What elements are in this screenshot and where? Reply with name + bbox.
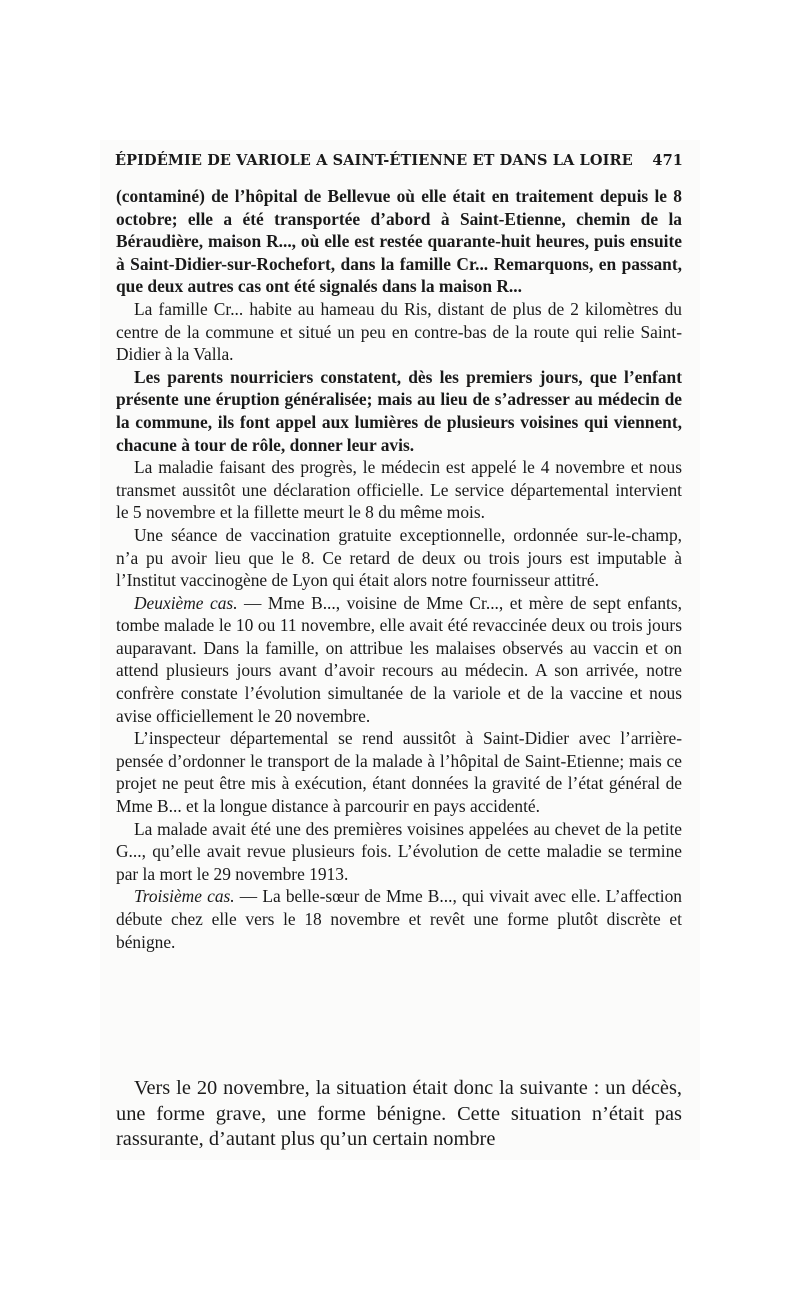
paragraph-5: Une séance de vaccination gratuite exceptionnelle, ordonnée sur-le-champ, n’a pu avoir lieu que le 8. Ce retard de deux ou trois jours est imputable à l’Institut vaccinogène de Lyon qui était alors notre fournisseur attitré.	[116, 524, 682, 591]
paragraph-9	[116, 885, 682, 953]
closing-text	[116, 1076, 682, 1153]
paragraph-8: La malade avait été une des premières voisines appelées au chevet de la petite G..., qu’elle avait revue plusieurs fois. L’évolution de cette maladie se termine par la mort le 29 novembre 1913.	[116, 818, 682, 884]
paragraph-7: L’inspecteur départemental se rend aussitôt à Saint-Didier avec l’arrière-pensée d’ordonner le transport de la malade à l’hôpital de Saint-Etienne; mais ce projet ne peut être mis à exécution, étant données la gravité de l’état général de Mme B... et la longue distance à parcourir en pays accidenté.	[116, 728, 682, 817]
case-label-troisieme: Troisième cas.	[134, 886, 235, 907]
running-title: ÉPIDÉMIE DE VARIOLE A SAINT-ÉTIENNE ET DANS LA LOIRE	[115, 152, 633, 169]
page-number: 471	[652, 152, 683, 169]
running-header	[115, 152, 683, 176]
paragraph-6-text: — Mme B..., voisine de Mme Cr..., et mère de sept enfants, tombe malade le 10 ou 11 novembre, elle avait été revaccinée deux ou trois jours auparavant. Dans la famille, on attribue les malaises observés au vaccin et on attend plusieurs jours avant d’avoir recours au médecin. A son arrivée, notre confrère constate l’évolution simultanée de la variole et de la vaccine et nous avise officiellement le 20 novembre.	[116, 592, 682, 726]
paragraph-1: (contaminé) de l’hôpital de Bellevue où elle était en traitement depuis le 8 octobre; elle a été transportée d’abord à Saint-Etienne, chemin de la Béraudière, maison R..., où elle est restée quarante-huit heures, puis ensuite à Saint-Didier-sur-Rochefort, dans la famille Cr... Remarquons, en passant, que deux autres cas ont été signalés dans la maison R...	[116, 186, 682, 297]
paragraph-6	[116, 592, 682, 728]
paragraph-9-text: — La belle-sœur de Mme B..., qui vivait avec elle. L’affection débute chez elle vers le 18 novembre et revêt une forme plutôt discrète et bénigne.	[116, 886, 682, 952]
case-label-deuxieme: Deuxième cas.	[134, 592, 238, 613]
paragraph-10: Vers le 20 novembre, la situation était donc la suivante : un décès, une forme grave, une forme bénigne. Cette situation n’était pas rassurante, d’autant plus qu’un certain nombre	[116, 1077, 682, 1150]
paragraph-3: Les parents nourriciers constatent, dès les premiers jours, que l’enfant présente une éruption généralisée; mais au lieu de s’adresser au médecin de la commune, ils font appel aux lumières de plusieurs voisines qui viennent, chacune à tour de rôle, donner leur avis.	[116, 366, 682, 455]
body-text	[116, 185, 682, 953]
paragraph-2: La famille Cr... habite au hameau du Ris, distant de plus de 2 kilomètres du centre de la commune et situé un peu en contre-bas de la route qui relie Saint-Didier à la Valla.	[116, 298, 682, 365]
paragraph-4: La maladie faisant des progrès, le médecin est appelé le 4 novembre et nous transmet aussitôt une déclaration officielle. Le service départemental intervient le 5 novembre et la fillette meurt le 8 du même mois.	[116, 457, 682, 523]
